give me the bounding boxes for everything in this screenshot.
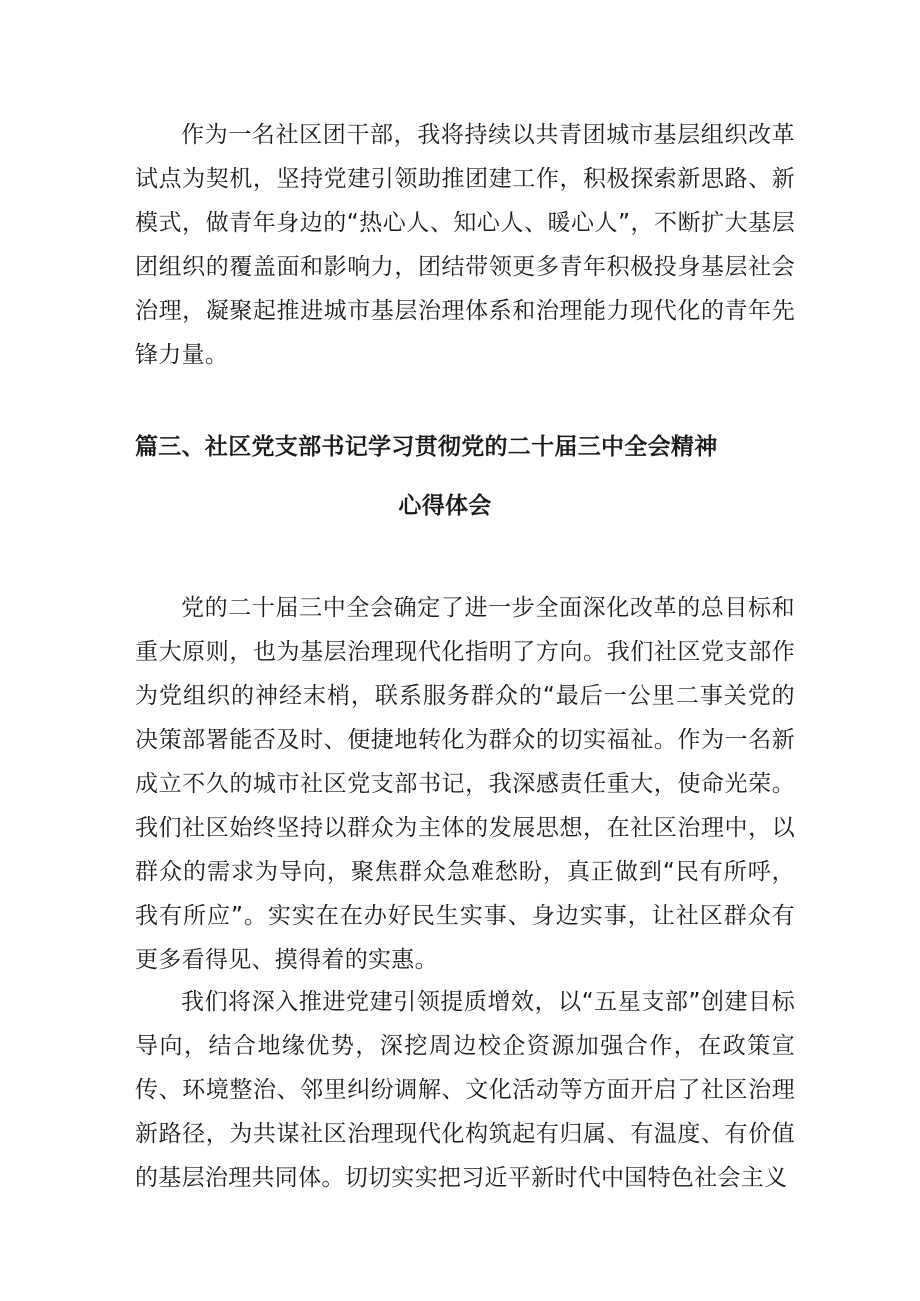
body-paragraph: 我们将深入推进党建引领提质增效，以“五星支部”创建目标导向，结合地缘优势，深挖周边校企资源加强合作，在政策宣传、环境整治、邻里纠纷调解、文化活动等方面开启了社区治理新路径，为共谋社区治理现代化构筑起有归属、有温度、有价值的基层治理共同体。切切实实把习近平新时代中国特色社会主义 [135, 989, 795, 1191]
body-paragraph: 作为一名社区团干部，我将持续以共青团城市基层组织改革试点为契机，坚持党建引领助推团建工作，积极探索新思路、新模式，做青年身边的“热心人、知心人、暖心人”，不断扩大基层团组织的覆盖面和影响力，团结带领更多青年积极投身基层社会治理，凝聚起推进城市基层治理体系和治理能力现代化的青年先锋力量。 [135, 122, 795, 368]
section-heading: 篇三、社区党支部书记学习贯彻党的二十届三中全会精神 [135, 434, 718, 460]
section-heading-subtitle: 心得体会 [398, 493, 492, 519]
body-paragraph: 党的二十届三中全会确定了进一步全面深化改革的总目标和重大原则，也为基层治理现代化指明了方向。我们社区党支部作为党组织的神经末梢，联系服务群众的“最后一公里二事关党的决策部署能否及时、便捷地转化为群众的切实福祉。作为一名新成立不久的城市社区党支部书记，我深感责任重大，使命光荣。我们社区始终坚持以群众为主体的发展思想，在社区治理中，以群众的需求为导向，聚焦群众急难愁盼，真正做到“民有所呼，我有所应”。实实在在办好民生实事、身边实事，让社区群众有更多看得见、摸得着的实惠。 [135, 595, 795, 973]
